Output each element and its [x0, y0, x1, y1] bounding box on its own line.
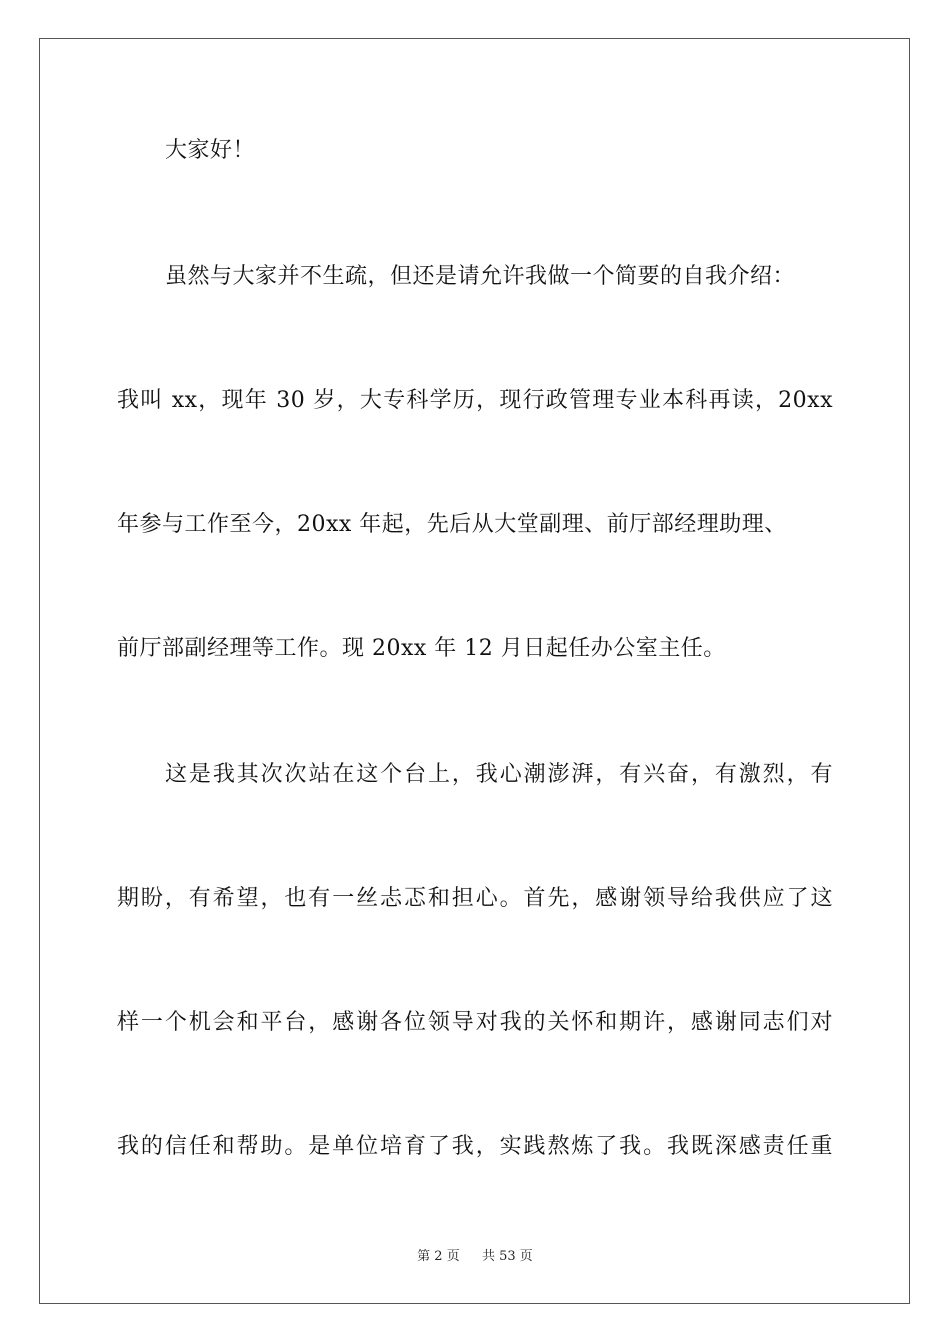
body-line-4: 这是我其次次站在这个台上，我心潮澎湃，有兴奋，有激烈，有	[165, 762, 833, 787]
page-border	[39, 38, 910, 1304]
greeting-line: 大家好！	[165, 138, 256, 163]
intro-line: 虽然与大家并不生疏，但还是请允许我做一个简要的自我介绍：	[165, 264, 796, 289]
page-total: 共 53 页	[482, 1249, 533, 1264]
body-line-7: 我的信任和帮助。是单位培育了我，实践熬炼了我。我既深感责任重	[117, 1134, 833, 1159]
body-line-5: 期盼，有希望，也有一丝忐忑和担心。首先，感谢领导给我供应了这	[117, 886, 833, 911]
page-number: 第 2 页	[417, 1249, 460, 1264]
body-line-2: 年参与工作至今，20xx 年起，先后从大堂副理、前厅部经理助理、	[117, 512, 787, 537]
page-footer	[0, 1248, 950, 1266]
body-line-1: 我叫 xx，现年 30 岁，大专科学历，现行政管理专业本科再读，20xx	[117, 388, 833, 413]
body-line-3: 前厅部副经理等工作。现 20xx 年 12 月日起任办公室主任。	[117, 636, 726, 661]
body-line-6: 样一个机会和平台，感谢各位领导对我的关怀和期许，感谢同志们对	[117, 1010, 833, 1035]
